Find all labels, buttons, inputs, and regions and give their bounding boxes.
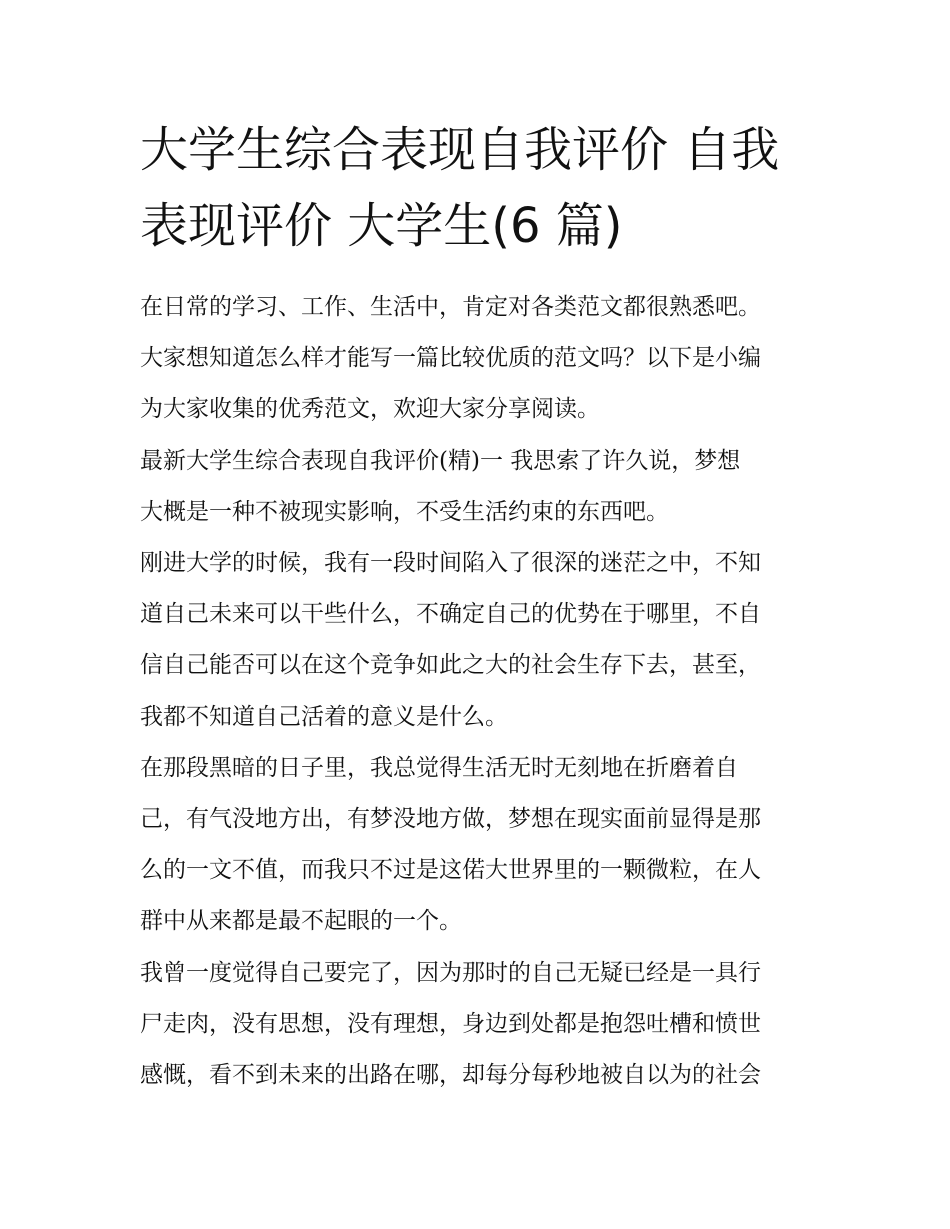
text-line: 感慨，看不到未来的出路在哪，却每分每秒地被自以为的社会 xyxy=(140,1062,761,1089)
text-line: 群中从来都是最不起眼的一个。 xyxy=(140,908,462,935)
paragraph-university-confusion xyxy=(140,538,820,743)
text-line: 大概是一种不被现实影响，不受生活约束的东西吧。 xyxy=(140,498,669,525)
text-line: 我曾一度觉得自己要完了，因为那时的自己无疑已经是一具行 xyxy=(140,959,761,986)
text-line: 为大家收集的优秀范文，欢迎大家分享阅读。 xyxy=(140,396,600,423)
paragraph-dark-days xyxy=(140,743,820,948)
text-line: 我都不知道自己活着的意义是什么。 xyxy=(140,703,508,730)
document-title xyxy=(140,112,820,264)
text-line: 在那段黑暗的日子里，我总觉得生活无时无刻地在折磨着自 xyxy=(140,754,738,781)
text-line: 尸走肉，没有思想，没有理想，身边到处都是抱怨吐槽和愤世 xyxy=(140,1010,761,1037)
text-line: 己，有气没地方出，有梦没地方做，梦想在现实面前显得是那 xyxy=(140,806,761,833)
paragraph-essay-heading xyxy=(140,436,820,538)
text-line: 在日常的学习、工作、生活中，肯定对各类范文都很熟悉吧。 xyxy=(140,294,761,320)
document-body xyxy=(140,282,820,1101)
text-line: 信自己能否可以在这个竞争如此之大的社会生存下去，甚至， xyxy=(140,652,761,679)
text-line: 最新大学生综合表现自我评价(精)一 我思索了许久说，梦想 xyxy=(140,447,741,474)
text-line: 刚进大学的时候，我有一段时间陷入了很深的迷茫之中，不知 xyxy=(140,550,761,577)
text-line: 么的一文不值，而我只不过是这偌大世界里的一颗微粒，在人 xyxy=(140,857,761,884)
paragraph-intro xyxy=(140,282,820,436)
paragraph-lost-self xyxy=(140,948,820,1102)
text-line: 道自己未来可以干些什么，不确定自己的优势在于哪里，不自 xyxy=(140,601,761,628)
title-line: 大学生综合表现自我评价 自我 xyxy=(140,122,780,178)
text-line: 大家想知道怎么样才能写一篇比较优质的范文吗？以下是小编 xyxy=(140,345,761,372)
title-line: 表现评价 大学生(6 篇) xyxy=(140,198,623,254)
